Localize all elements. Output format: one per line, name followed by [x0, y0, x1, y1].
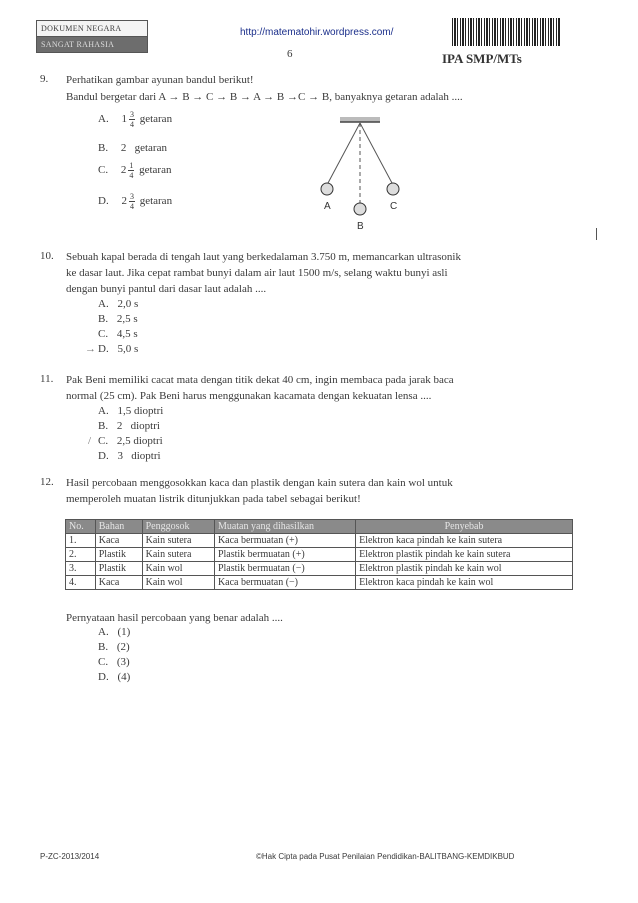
option-text: 2 getaran: [120, 142, 167, 154]
table-cell: Kaca: [95, 534, 142, 548]
footer-code: P-ZC-2013/2014: [40, 852, 100, 861]
q12-line-1: Hasil percobaan menggosokkan kaca dan plastik dengan kain sutera dan kain wol untuk: [66, 477, 453, 489]
option-text: (1): [117, 626, 131, 638]
fraction-numerator: 1: [129, 161, 134, 170]
bob-c: [387, 183, 399, 195]
q10-line-1: Sebuah kapal berada di tengah laut yang berkedalaman 3.750 m, memancarkan ultrasonik: [66, 251, 461, 263]
q9-option-d[interactable]: [98, 192, 172, 211]
table-header: Muatan yang dihasilkan: [214, 520, 355, 534]
table-cell: Elektron plastik pindah ke kain wol: [356, 562, 573, 576]
barcode: [452, 18, 560, 46]
option-text: (3): [116, 656, 130, 668]
bob-a: [321, 183, 333, 195]
q10-option-c[interactable]: [98, 328, 138, 340]
option-unit: getaran: [139, 164, 172, 177]
option-text: 2 dioptri: [116, 420, 160, 432]
table-cell: 2.: [66, 548, 96, 562]
q12-number: 12.: [40, 476, 54, 488]
table-cell: Kain sutera: [142, 548, 214, 562]
table-cell: 1.: [66, 534, 96, 548]
q9-line-2: Bandul bergetar dari A → B → C → B → A → B →C → B, banyaknya getaran adalah ....: [66, 91, 463, 103]
option-text: 2,0 s: [117, 298, 139, 310]
q10-line-3: dengan bunyi pantul dari dasar laut adalah ....: [66, 283, 267, 295]
fraction-denominator: 4: [129, 171, 134, 180]
table-cell: Kain wol: [142, 562, 214, 576]
option-label: B.: [98, 142, 109, 154]
option-label: B.: [98, 313, 109, 325]
source-url[interactable]: http://matematohir.wordpress.com/: [240, 27, 394, 38]
fraction-whole: 2: [120, 164, 127, 177]
option-text: 3 dioptri: [117, 450, 161, 462]
table-cell: Plastik: [95, 562, 142, 576]
option-label: C.: [98, 328, 109, 340]
option-label: C.: [98, 435, 109, 447]
table-cell: Plastik bermuatan (+): [214, 548, 355, 562]
pendulum-figure: [300, 113, 430, 233]
option-text: 1,5 dioptri: [117, 405, 164, 417]
q12-line-2: memperoleh muatan listrik ditunjukkan pada tabel sebagai berikut!: [66, 493, 361, 505]
q9-line-1: Perhatikan gambar ayunan bandul berikut!: [66, 74, 254, 86]
table-row: [66, 576, 573, 590]
q11-option-a[interactable]: [98, 405, 163, 417]
table-header-row: [66, 520, 573, 534]
option-label: D.: [98, 343, 109, 355]
q11-number: 11.: [40, 373, 54, 385]
fraction-whole: 2: [121, 195, 127, 208]
table-cell: Kain wol: [142, 576, 214, 590]
fraction-denominator: 4: [129, 202, 134, 211]
q12-option-c[interactable]: [98, 656, 130, 668]
table-cell: Kaca bermuatan (−): [214, 576, 355, 590]
option-unit: getaran: [139, 195, 173, 208]
footer-copyright: ©Hak Cipta pada Pusat Penilaian Pendidikan-BALITBANG-KEMDIKBUD: [256, 852, 515, 861]
option-label: C.: [98, 656, 109, 668]
table-row: [66, 562, 573, 576]
fraction-denominator: 4: [129, 120, 134, 129]
option-text: 2,5 dioptri: [116, 435, 163, 447]
q9-option-a[interactable]: [98, 110, 172, 129]
option-label: C.: [98, 164, 109, 177]
q11-line-1: Pak Beni memiliki cacat mata dengan titik dekat 40 cm, ingin membaca pada jarak baca: [66, 374, 454, 386]
option-label: A.: [98, 405, 109, 417]
fraction: [129, 192, 135, 211]
q10-line-2: ke dasar laut. Jika cepat rambat bunyi dalam air laut 1500 m/s, selang waktu bunyi asli: [66, 267, 448, 279]
option-text: (4): [117, 671, 131, 683]
q12-option-a[interactable]: [98, 626, 130, 638]
option-text: 2,5 s: [116, 313, 138, 325]
table-cell: Kaca bermuatan (+): [214, 534, 355, 548]
q9-option-c[interactable]: [98, 161, 171, 180]
q10-option-d[interactable]: [98, 343, 138, 355]
table-cell: Elektron plastik pindah ke kain sutera: [356, 548, 573, 562]
table-row: [66, 534, 573, 548]
string-c: [360, 123, 392, 183]
margin-mark: [596, 228, 597, 240]
label-c: C: [390, 201, 398, 212]
table-cell: Elektron kaca pindah ke kain sutera: [356, 534, 573, 548]
q10-number: 10.: [40, 250, 54, 262]
q11-answer-mark: /: [88, 435, 92, 447]
q12-statement: Pernyataan hasil percobaan yang benar adalah ....: [66, 612, 283, 624]
option-label: D.: [98, 671, 109, 683]
label-a: A: [324, 201, 331, 212]
subject-title: IPA SMP/MTs: [442, 51, 522, 66]
q11-line-2: normal (25 cm). Pak Beni harus menggunakan kacamata dengan kekuatan lensa ....: [66, 390, 432, 402]
q12-option-d[interactable]: [98, 671, 130, 683]
table-header: Penggosok: [142, 520, 214, 534]
table-cell: 4.: [66, 576, 96, 590]
fraction: [129, 110, 135, 129]
fraction-numerator: 3: [129, 110, 134, 119]
stamp-line-1: DOKUMEN NEGARA: [37, 21, 147, 37]
option-label: D.: [98, 195, 109, 208]
table-header: Penyebab: [356, 520, 573, 534]
q11-option-c[interactable]: [98, 435, 163, 447]
q12-option-b[interactable]: [98, 641, 130, 653]
q9-option-b[interactable]: [98, 142, 167, 154]
label-b: B: [357, 221, 364, 232]
table-header: Bahan: [95, 520, 142, 534]
table-row: [66, 548, 573, 562]
string-a: [328, 123, 360, 183]
fraction-whole: 1: [121, 113, 127, 126]
option-text: (2): [116, 641, 130, 653]
table-cell: Kain sutera: [142, 534, 214, 548]
option-label: B.: [98, 420, 109, 432]
option-text: 4,5 s: [116, 328, 138, 340]
option-label: A.: [98, 626, 109, 638]
option-label: A.: [98, 113, 109, 126]
bob-b: [354, 203, 366, 215]
table-header: No.: [66, 520, 96, 534]
table-cell: Plastik: [95, 548, 142, 562]
fraction: [128, 161, 134, 180]
option-label: A.: [98, 298, 109, 310]
option-text: 5,0 s: [117, 343, 139, 355]
q11-option-b[interactable]: [98, 420, 160, 432]
q11-option-d[interactable]: [98, 450, 161, 462]
q9-number: 9.: [40, 73, 49, 85]
q10-option-b[interactable]: [98, 313, 138, 325]
pendulum-support: [340, 117, 380, 122]
page-number: 6: [287, 48, 293, 60]
table-cell: Plastik bermuatan (−): [214, 562, 355, 576]
q10-answer-mark: →: [85, 343, 96, 355]
option-label: D.: [98, 450, 109, 462]
option-unit: getaran: [139, 113, 173, 126]
table-cell: 3.: [66, 562, 96, 576]
stamp-line-2: SANGAT RAHASIA: [37, 37, 147, 52]
fraction-numerator: 3: [129, 192, 134, 201]
results-table: [65, 519, 573, 590]
q10-option-a[interactable]: [98, 298, 138, 310]
table-cell: Elektron kaca pindah ke kain wol: [356, 576, 573, 590]
table-cell: Kaca: [95, 576, 142, 590]
document-stamp: [36, 20, 148, 53]
option-label: B.: [98, 641, 109, 653]
